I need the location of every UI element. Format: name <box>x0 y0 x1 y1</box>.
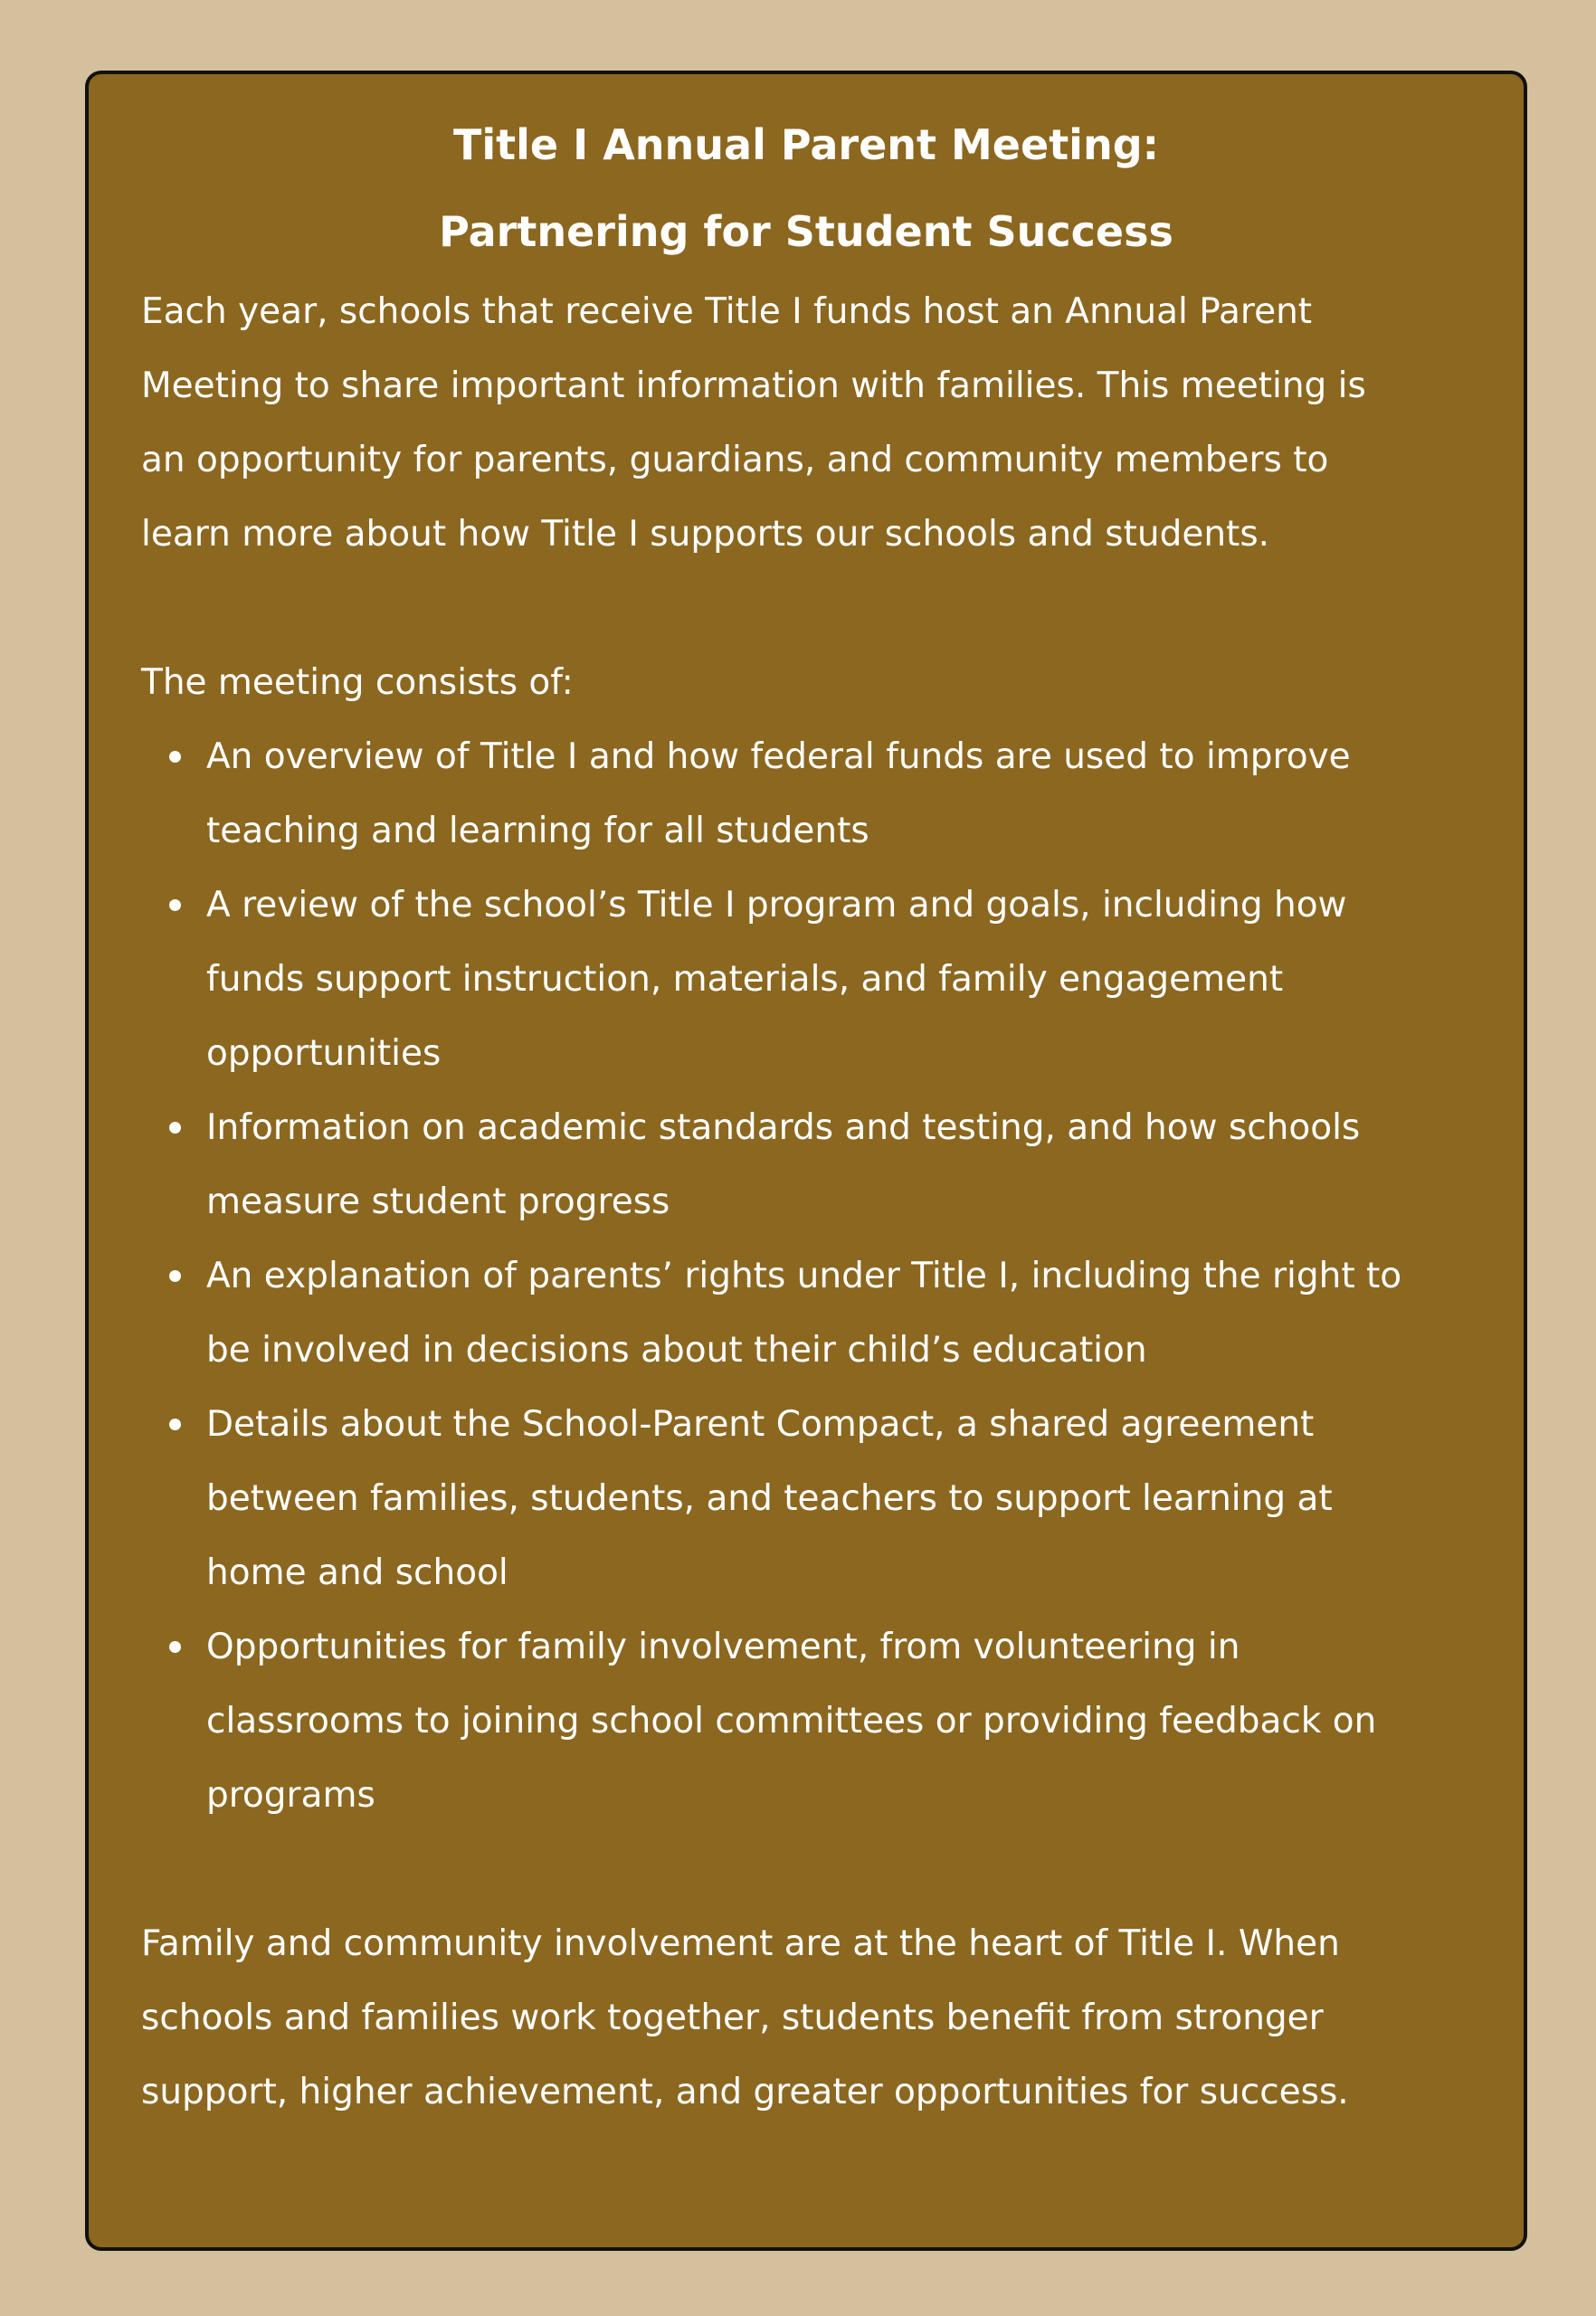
intro-paragraph: Each year, schools that receive Title I funds host an Annual Parent Meeting to share important information with families. This meeting is an opportunity for parents, guardians, and community members to learn more about how Title I supports our schools and students. <box>141 291 1366 555</box>
list-item <box>141 868 1415 1091</box>
title-line-1: Title I Annual Parent Meeting: <box>452 120 1160 169</box>
bullet-icon <box>169 1641 181 1653</box>
title-line-2: Partnering for Student Success <box>439 207 1173 256</box>
list-item-text: Details about the School-Parent Compact, a shared agreement between families, students, and teachers to support learning at home and school <box>206 1404 1333 1593</box>
flyer-card <box>85 71 1527 2251</box>
bullet-icon <box>169 751 181 763</box>
bullet-icon <box>169 1122 181 1134</box>
spacer <box>141 1833 1415 1907</box>
list-heading: The meeting consists of: <box>141 662 574 703</box>
list-item <box>141 1610 1415 1833</box>
list-item-text: Opportunities for family involvement, from volunteering in classrooms to joining school committees or providing feedback on programs <box>206 1627 1377 1816</box>
closing-paragraph: Family and community involvement are at the heart of Title I. When schools and families work together, students benefit from stronger support, higher achievement, and greater opportunities for success. <box>141 1923 1349 2112</box>
list-item-text: A review of the school’s Title I program and goals, including how funds support instruction, materials, and family engagement opportunities <box>206 885 1347 1074</box>
page-title <box>141 101 1415 275</box>
meeting-topics-list <box>141 720 1415 1833</box>
list-item <box>141 1239 1415 1388</box>
list-item-text: Information on academic standards and testing, and how schools measure student progress <box>206 1107 1361 1222</box>
bullet-icon <box>169 1270 181 1282</box>
list-item <box>141 1091 1415 1239</box>
list-item <box>141 1388 1415 1610</box>
bullet-icon <box>169 1419 181 1430</box>
spacer <box>141 572 1415 646</box>
list-item <box>141 720 1415 868</box>
list-item-text: An explanation of parents’ rights under Title I, including the right to be involved in decisions about their child’s education <box>206 1256 1402 1371</box>
bullet-icon <box>169 899 181 911</box>
list-item-text: An overview of Title I and how federal funds are used to improve teaching and learning for all students <box>206 736 1351 851</box>
